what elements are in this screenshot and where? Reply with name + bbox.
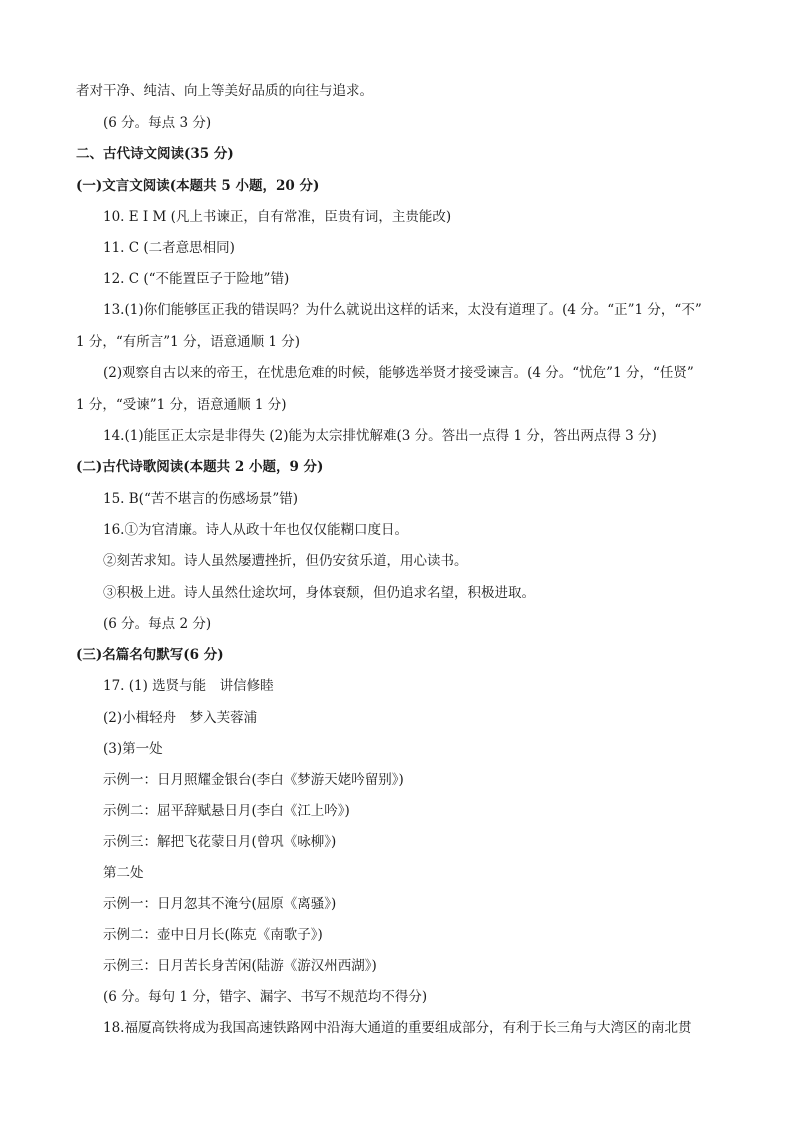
- section-heading: 二、古代诗文阅读(35 分): [76, 146, 234, 162]
- text-line: 示例三：解把飞花蒙日月(曾巩《咏柳》): [103, 834, 337, 850]
- text-line: 15. B(“苦不堪言的伤感场景”错): [103, 491, 299, 507]
- text-line: 12. C (“不能置臣子于险地”错): [103, 271, 290, 287]
- text-line: 示例二：壶中日月长(陈克《南歌子》): [103, 927, 323, 943]
- text-line: (6 分。每点 2 分): [103, 616, 212, 632]
- text-line: 10. E I M (凡上书谏正，自有常准，臣贵有词，主贵能改): [103, 209, 452, 225]
- text-line: (6 分。每句 1 分，错字、漏字、书写不规范均不得分): [103, 989, 428, 1005]
- text-line: (2)观察自古以来的帝王，在忧患危难的时候，能够选举贤才接受谏言。(4 分。“忧危”1 分，“任贤”: [103, 365, 694, 381]
- subsection-heading: (一)文言文阅读(本题共 5 小题，20 分): [76, 178, 320, 194]
- text-line: 18.福厦高铁将成为我国高速铁路网中沿海大通道的重要组成部分，有利于长三角与大湾区的南北贯: [103, 1020, 692, 1036]
- text-line: ③积极上进。诗人虽然仕途坎坷，身体衰颓，但仍追求名望，积极进取。: [103, 585, 535, 601]
- text-line: 13.(1)你们能够匡正我的错误吗？为什么就说出这样的话来，太没有道理了。(4 分。“正”1 分，“不”: [103, 302, 702, 318]
- text-line: ②刻苦求知。诗人虽然屡遭挫折，但仍安贫乐道，用心读书。: [103, 553, 468, 569]
- text-line: 示例三：日月苦长身苦闲(陆游《游汉州西湖》): [103, 958, 377, 974]
- text-line: (6 分。每点 3 分): [103, 115, 212, 131]
- text-line: 者对干净、纯洁、向上等美好品质的向往与追求。: [76, 83, 373, 99]
- subsection-heading: (二)古代诗歌阅读(本题共 2 小题，9 分): [76, 459, 324, 475]
- text-line: 1 分，“受谏”1 分，语意通顺 1 分): [76, 397, 287, 413]
- text-line: 17. (1) 选贤与能 讲信修睦: [103, 678, 274, 694]
- text-line: 示例一：日月照耀金银台(李白《梦游天姥吟留别》): [103, 772, 404, 788]
- text-line: 11. C (二者意思相同): [103, 240, 235, 256]
- text-line: 示例二：屈平辞赋悬日月(李白《江上吟》): [103, 803, 350, 819]
- text-line: (3)第一处: [103, 741, 163, 757]
- text-line: 示例一：日月忽其不淹兮(屈原《离骚》): [103, 896, 337, 912]
- subsection-heading: (三)名篇名句默写(6 分): [76, 647, 224, 663]
- text-line: 16.①为官清廉。诗人从政十年也仅仅能糊口度日。: [103, 522, 408, 538]
- text-line: 第二处: [103, 865, 144, 881]
- text-line: 14.(1)能匡正太宗是非得失 (2)能为太宗排忧解难(3 分。答出一点得 1 分，答出两点得 3 分): [103, 428, 657, 444]
- text-line: 1 分，“有所言”1 分，语意通顺 1 分): [76, 334, 301, 350]
- text-line: (2)小楫轻舟 梦入芙蓉浦: [103, 710, 258, 726]
